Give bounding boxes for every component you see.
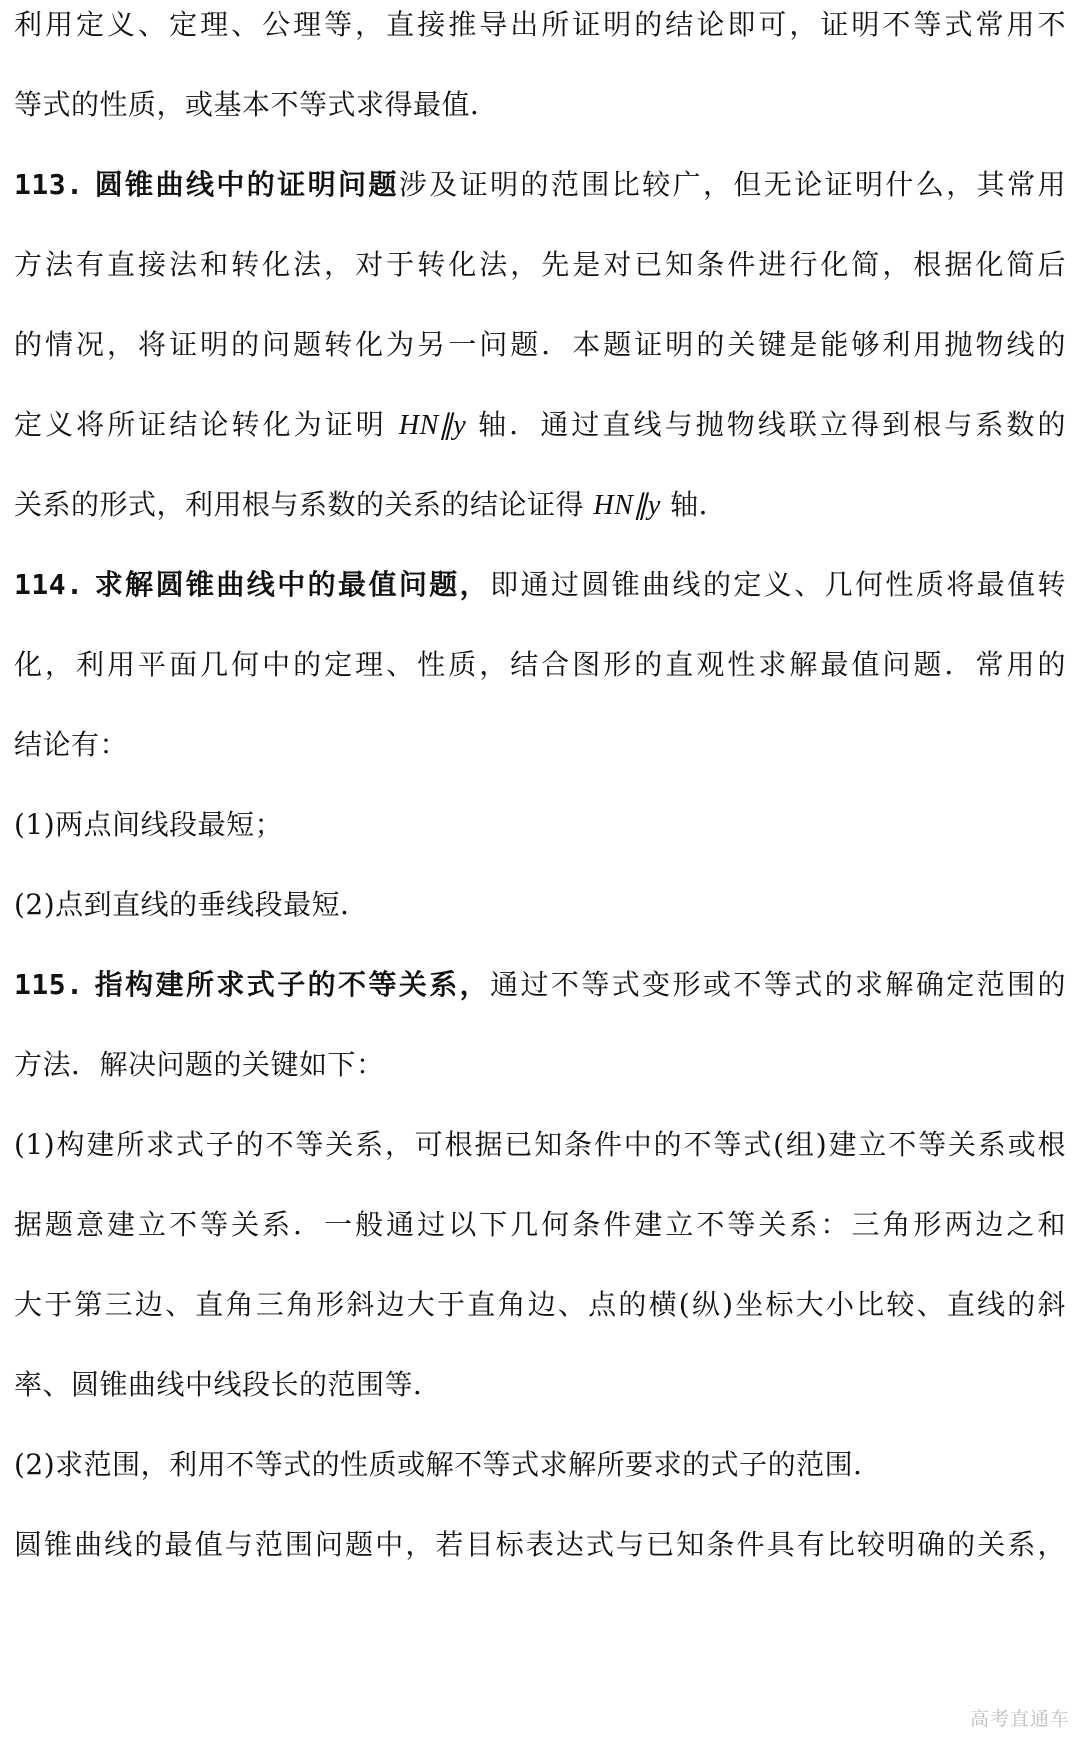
line-7-before: 关系的形式，利用根与系数的关系的结论证得	[14, 488, 585, 521]
item-113-title: 圆锥曲线中的证明问题	[94, 168, 399, 201]
item-114-rest: 即通过圆锥曲线的定义、几何性质将最值转	[490, 568, 1066, 601]
text-line-20: 圆锥曲线的最值与范围问题中，若目标表达式与已知条件具有比较明确的关系，	[14, 1528, 1066, 1561]
item-115-heading-line	[14, 955, 1066, 1015]
text-line-2: 等式的性质，或基本不等式求得最值．	[14, 88, 499, 121]
item-113-heading-line	[14, 155, 1066, 215]
text-line-12: (2)点到直线的垂线段最短．	[14, 888, 369, 921]
item-114-heading-line	[14, 555, 1066, 615]
line-6-before: 定义将所证结论转化为证明	[14, 408, 387, 441]
item-115-title: 指构建所求式子的不等关系，	[94, 968, 491, 1001]
item-114-title: 求解圆锥曲线中的最值问题，	[94, 568, 491, 601]
text-line-11: (1)两点间线段最短；	[14, 808, 284, 841]
text-line-15: (1)构建所求式子的不等关系，可根据已知条件中的不等式(组)建立不等关系或根	[14, 1128, 1066, 1161]
line-7-after: 轴．	[670, 488, 728, 521]
line-6-after: 轴．通过直线与抛物线联立得到根与系数的	[478, 408, 1066, 441]
item-113-number: 113.	[14, 168, 84, 201]
text-line-5: 的情况，将证明的问题转化为另一问题．本题证明的关键是能够利用抛物线的	[14, 328, 1066, 361]
item-115-rest: 通过不等式变形或不等式的求解确定范围的	[490, 968, 1066, 1001]
text-line-19: (2)求范围，利用不等式的性质或解不等式求解所要求的式子的范围．	[14, 1448, 882, 1481]
text-line-10: 结论有：	[14, 728, 129, 761]
math-expression: HN∥y	[398, 410, 467, 441]
text-line-14: 方法．解决问题的关键如下：	[14, 1048, 385, 1081]
item-113-rest: 涉及证明的范围比较广，但无论证明什么，其常用	[398, 168, 1066, 201]
text-line-16: 据题意建立不等关系．一般通过以下几何条件建立不等关系：三角形两边之和	[14, 1208, 1066, 1241]
text-line-1: 利用定义、定理、公理等，直接推导出所证明的结论即可，证明不等式常用不	[14, 8, 1066, 41]
item-114-number: 114.	[14, 568, 84, 601]
text-line-4: 方法有直接法和转化法，对于转化法，先是对已知条件进行化简，根据化简后	[14, 248, 1066, 281]
text-line-6	[14, 395, 1066, 455]
math-expression: HN∥y	[593, 490, 661, 521]
item-115-number: 115.	[14, 968, 84, 1001]
watermark-text: 高考直通车	[969, 1708, 1070, 1730]
text-line-18: 率、圆锥曲线中线段长的范围等．	[14, 1368, 442, 1401]
text-line-7	[14, 475, 1066, 535]
text-line-17: 大于第三边、直角三角形斜边大于直角边、点的横(纵)坐标大小比较、直线的斜	[14, 1288, 1066, 1321]
text-line-9: 化，利用平面几何中的定理、性质，结合图形的直观性求解最值问题．常用的	[14, 648, 1066, 681]
